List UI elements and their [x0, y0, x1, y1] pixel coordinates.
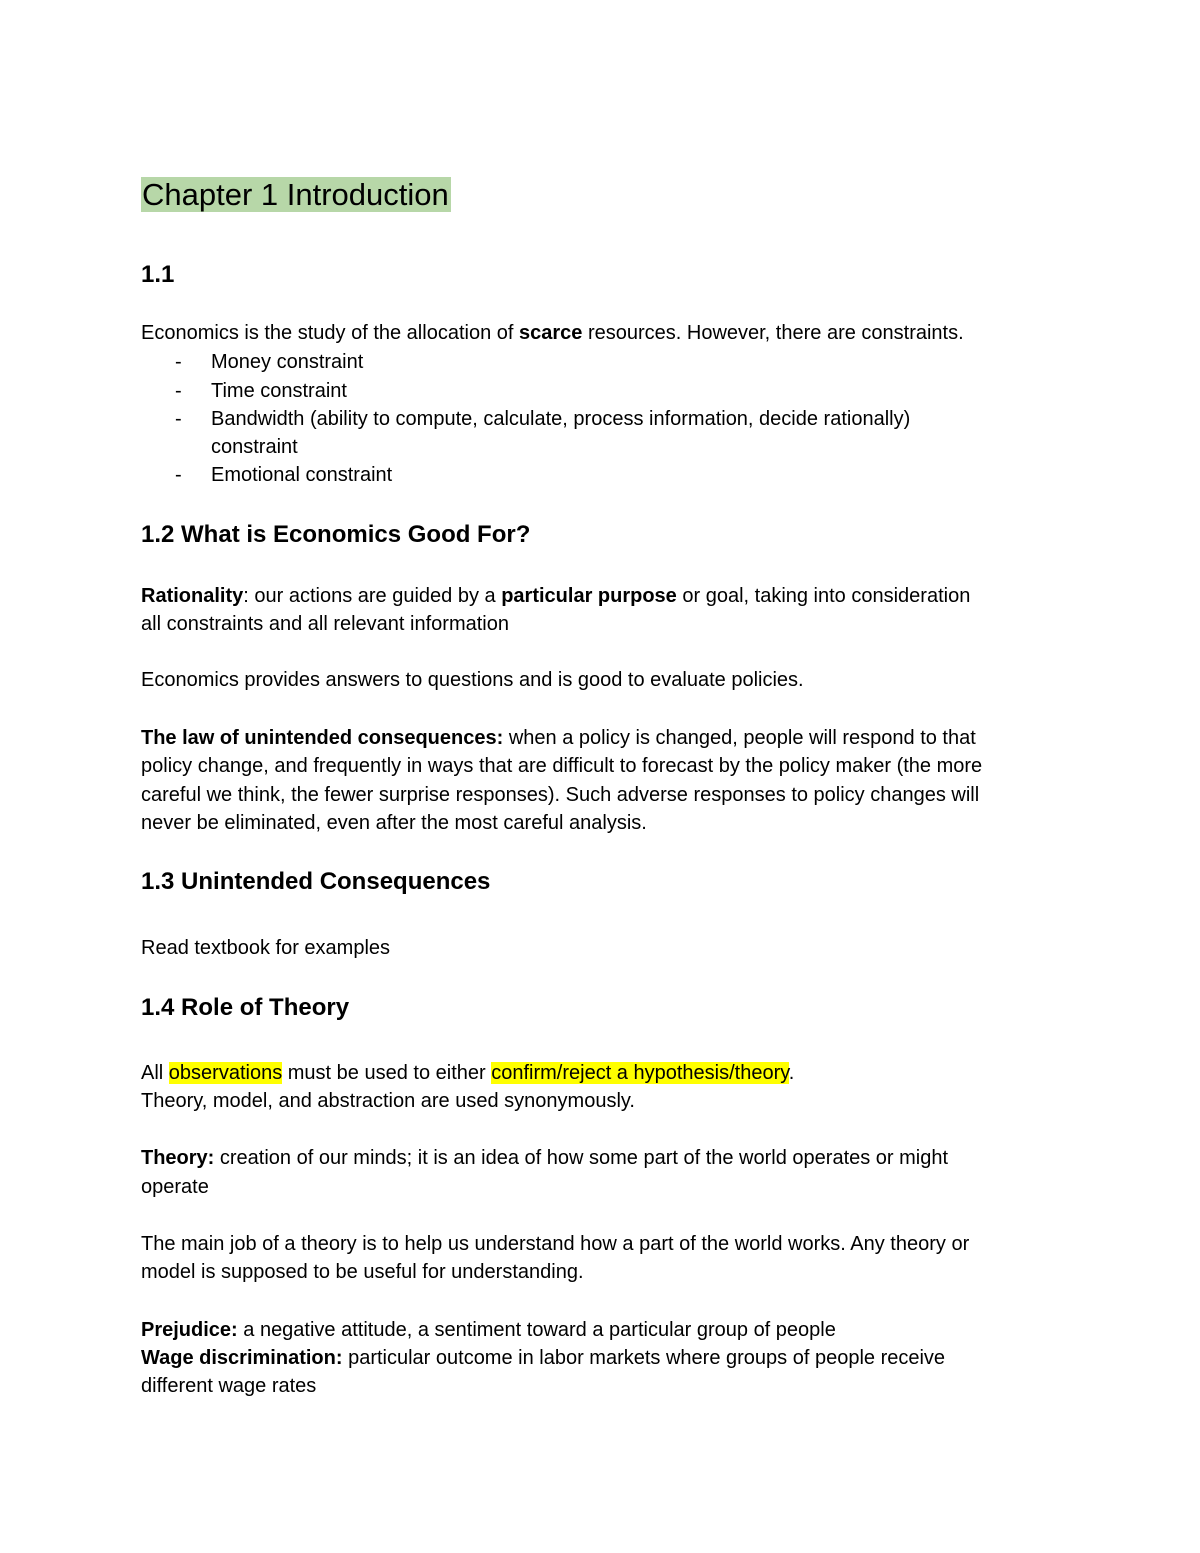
list-item-text: Time constraint [211, 380, 347, 402]
chapter-title-highlight: Chapter 1 Introduction [142, 177, 449, 212]
observations-highlight: observations [168, 1062, 283, 1084]
list-dash: - [175, 351, 182, 373]
particular-purpose-term: particular purpose [501, 585, 677, 607]
theory-definition [141, 1144, 948, 1172]
rationality-definition-cont: all constraints and all relevant information [141, 613, 509, 635]
read-textbook-text: Read textbook for examples [141, 937, 391, 959]
rationality-text: : our actions are guided by a [243, 585, 502, 607]
prejudice-text: a negative attitude, a sentiment toward a particular group of people [237, 1319, 836, 1341]
rationality-definition [141, 582, 970, 610]
wage-discrimination-definition-cont: different wage rates [141, 1375, 317, 1397]
chapter-title [141, 176, 451, 214]
rationality-term: Rationality [141, 585, 244, 607]
section-1-1-heading: 1.1 [141, 261, 175, 288]
observations-text: All [141, 1062, 169, 1084]
wage-discrimination-term: Wage discrimination: [141, 1347, 343, 1369]
theory-term: Theory: [141, 1147, 215, 1169]
theory-definition-cont: operate [141, 1176, 209, 1198]
section-1-3-heading: 1.3 Unintended Consequences [141, 868, 491, 895]
hypothesis-highlight: confirm/reject a hypothesis/theory [491, 1062, 789, 1084]
theory-text: creation of our minds; it is an idea of how some part of the world operates or might [214, 1147, 949, 1169]
list-item-text: constraint [211, 436, 298, 458]
section-1-2-heading: 1.2 What is Economics Good For? [141, 521, 531, 548]
law-term: The law of unintended consequences: [141, 727, 504, 749]
list-dash: - [175, 464, 182, 486]
list-dash: - [175, 408, 182, 430]
law-definition-cont: policy change, and frequently in ways that are difficult to forecast by the policy maker (the more [141, 755, 983, 777]
intro-text-start: Economics is the study of the allocation of [141, 322, 519, 344]
section-1-1-intro [141, 319, 964, 347]
intro-text-end: resources. However, there are constraints. [582, 322, 964, 344]
economics-provides-text: Economics provides answers to questions and is good to evaluate policies. [141, 669, 804, 691]
law-text: when a policy is changed, people will respond to that [503, 727, 976, 749]
main-job-text: The main job of a theory is to help us understand how a part of the world works. Any theory or [141, 1233, 970, 1255]
observations-text: must be used to either [282, 1062, 492, 1084]
list-item-text: Bandwidth (ability to compute, calculate, process information, decide rationally) [211, 408, 911, 430]
rationality-text: or goal, taking into consideration [676, 585, 971, 607]
synonyms-text: Theory, model, and abstraction are used synonymously. [141, 1090, 635, 1112]
law-definition-cont: careful we think, the fewer surprise responses). Such adverse responses to policy changes will [141, 784, 980, 806]
law-definition [141, 724, 976, 752]
observations-sentence [141, 1059, 794, 1087]
section-1-4-heading: 1.4 Role of Theory [141, 994, 350, 1021]
list-dash: - [175, 380, 182, 402]
scarce-term: scarce [518, 322, 583, 344]
list-item-text: Emotional constraint [211, 464, 393, 486]
prejudice-definition [141, 1316, 836, 1344]
observations-text: . [788, 1062, 795, 1084]
law-definition-cont: never be eliminated, even after the most careful analysis. [141, 812, 647, 834]
wage-discrimination-definition [141, 1344, 945, 1372]
prejudice-term: Prejudice: [141, 1319, 238, 1341]
list-item-text: Money constraint [211, 351, 364, 373]
wage-discrimination-text: particular outcome in labor markets where groups of people receive [342, 1347, 946, 1369]
main-job-text-cont: model is supposed to be useful for understanding. [141, 1261, 584, 1283]
